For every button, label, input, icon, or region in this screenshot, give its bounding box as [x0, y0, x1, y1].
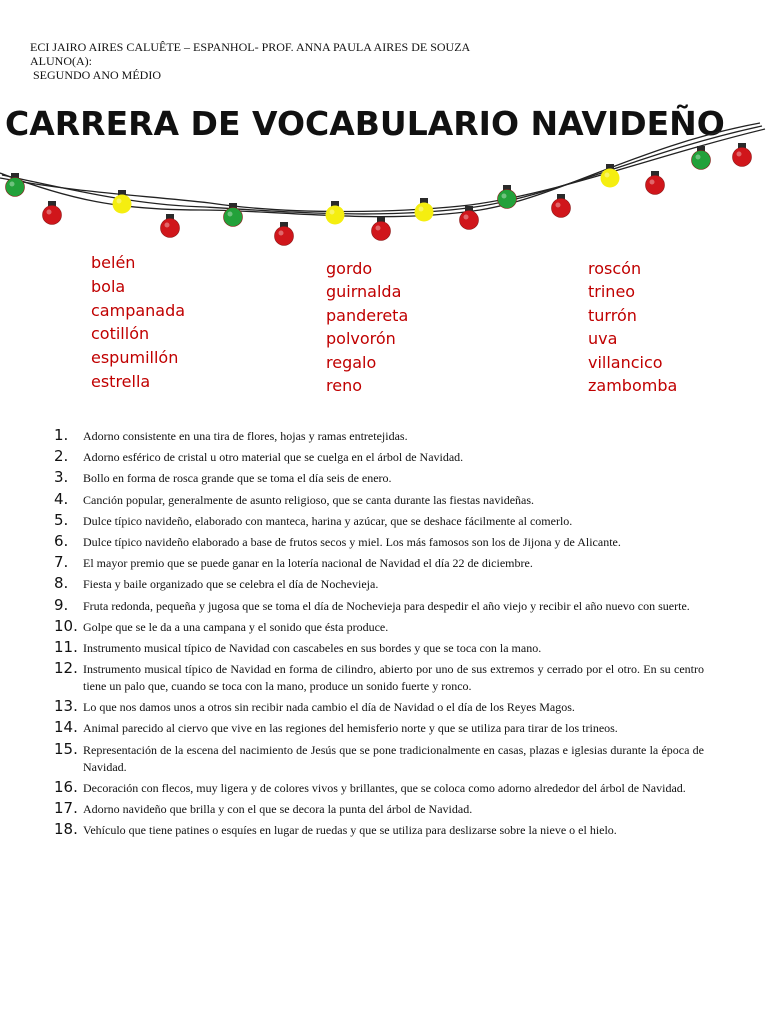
definition-text: Dulce típico navideño, elaborado con manteca, harina y azúcar, que se deshace fácilmente al comerlo. — [83, 513, 573, 528]
christmas-lights-garland — [0, 115, 768, 255]
grade-line: SEGUNDO ANO MÉDIO — [33, 68, 161, 82]
definition-text: Dulce típico navideño elaborado a base de frutos secos y miel. Los más famosos son los de Jijona y de Alicante. — [83, 534, 621, 549]
student-name-line: ALUNO(A): — [30, 54, 92, 68]
definition-item — [54, 468, 704, 487]
green-bulb-icon — [498, 185, 517, 209]
definition-item — [54, 638, 704, 657]
definition-item — [54, 426, 704, 445]
vocab-word: zambomba — [588, 376, 678, 396]
definition-number: 13. — [54, 697, 78, 716]
definition-item — [54, 532, 704, 551]
green-bulb-icon — [692, 146, 711, 170]
vocab-word: espumillón — [91, 348, 179, 368]
definition-item — [54, 490, 704, 509]
vocab-word: regalo — [326, 352, 377, 372]
definition-text: Bollo en forma de rosca grande que se toma el día seis de enero. — [83, 471, 392, 486]
vocab-word: turrón — [588, 305, 637, 325]
definition-item — [54, 553, 704, 572]
definition-item — [54, 799, 704, 818]
definition-text: El mayor premio que se puede ganar en la lotería nacional de Navidad el día 22 de diciembre. — [83, 556, 533, 571]
yellow-bulb-icon — [415, 198, 434, 222]
definition-text: Decoración con flecos, muy ligera y de colores vivos y brillantes, que se coloca como adorno alrededor del árbol de Navidad. — [83, 780, 686, 795]
definition-item — [54, 596, 704, 615]
vocab-word: roscón — [588, 259, 642, 278]
red-bulb-icon — [275, 222, 294, 246]
definition-number: 17. — [54, 799, 78, 817]
red-bulb-icon — [43, 201, 62, 225]
definition-text: Fruta redonda, pequeña y jugosa que se toma el día de Nochevieja para despedir el año viejo y recibir el año nuevo con suerte. — [83, 598, 690, 613]
definition-number: 5. — [54, 510, 69, 529]
definition-item — [54, 778, 704, 797]
vocab-word: guirnalda — [326, 282, 402, 302]
definition-text: Representación de la escena del nacimiento de Jesús que se pone tradicionalmente en casas, plazas e iglesias durante la época de Navidad. — [83, 742, 704, 774]
vocab-word: belén — [91, 253, 136, 272]
definition-number: 9. — [54, 595, 69, 614]
definition-number: 11. — [54, 637, 78, 656]
vocab-word: pandereta — [326, 305, 409, 325]
definition-text: Fiesta y baile organizado que se celebra el día de Nochevieja. — [83, 577, 379, 592]
red-bulb-icon — [460, 206, 479, 230]
vocab-word: polvorón — [326, 329, 396, 349]
vocab-word: trineo — [588, 282, 636, 302]
definition-number: 1. — [54, 426, 69, 444]
vocabulary-column-2 — [326, 257, 408, 397]
definition-number: 7. — [54, 553, 69, 572]
definition-item — [54, 511, 704, 530]
definition-text: Adorno consistente en una tira de flores, hojas y ramas entretejidas. — [83, 429, 408, 443]
definition-text: Golpe que se le da a una campana y el sonido que ésta produce. — [83, 619, 389, 634]
definition-number: 12. — [54, 659, 78, 678]
definition-text: Adorno navideño que brilla y con el que se decora la punta del árbol de Navidad. — [83, 802, 473, 816]
definition-item — [54, 718, 704, 737]
definition-text: Adorno esférico de cristal u otro material que se cuelga en el árbol de Navidad. — [83, 450, 464, 465]
definition-number: 2. — [54, 447, 69, 466]
school-teacher-line: ECI JAIRO AIRES CALUÊTE – ESPANHOL- PROF. ANNA PAULA AIRES DE SOUZA — [30, 40, 471, 54]
vocab-word: cotillón — [91, 324, 150, 344]
definition-text: Lo que nos damos unos a otros sin recibir nada cambio el día de Navidad o el día de los Reyes Magos. — [83, 700, 575, 715]
definition-number: 16. — [54, 777, 78, 796]
definition-item — [54, 697, 704, 716]
definition-text: Instrumento musical típico de Navidad con cascabeles en sus bordes y que se toca con la mano. — [83, 640, 542, 655]
definition-text: Vehículo que tiene patines o esquíes en lugar de ruedas y que se utiliza para deslizarse sobre la nieve o el hielo. — [83, 823, 617, 838]
vocab-word: gordo — [326, 259, 373, 278]
definitions-list — [54, 426, 704, 841]
definition-text: Instrumento musical típico de Navidad en forma de cilindro, abierto por uno de sus extremos y cerrado por el otro. En su centro tiene un palo que, cuando se toca con la mano, produce un sonido fuerte y ronco. — [83, 662, 704, 694]
red-bulb-icon — [733, 143, 752, 167]
definition-number: 14. — [54, 718, 78, 737]
worksheet-header — [30, 40, 470, 82]
definition-number: 4. — [54, 489, 69, 508]
vocab-word: estrella — [91, 371, 151, 391]
vocab-word: bola — [91, 276, 126, 296]
vocab-word: reno — [326, 376, 362, 396]
yellow-bulb-icon — [326, 201, 345, 225]
definition-number: 18. — [54, 820, 78, 839]
definition-item — [54, 447, 704, 466]
vocabulary-column-3 — [588, 257, 677, 397]
red-bulb-icon — [161, 214, 180, 238]
definition-item — [54, 740, 704, 776]
definition-number: 10. — [54, 616, 78, 635]
red-bulb-icon — [646, 171, 665, 195]
definition-number: 8. — [54, 574, 69, 593]
definition-number: 6. — [54, 531, 69, 550]
red-bulb-icon — [372, 217, 391, 241]
red-bulb-icon — [552, 194, 571, 218]
vocabulary-column-1 — [91, 251, 185, 394]
page-title: CARRERA DE VOCABULARIO NAVIDEÑO — [5, 104, 725, 143]
definition-item — [54, 574, 704, 593]
definition-text: Canción popular, generalmente de asunto religioso, que se canta durante las fiestas navideñas. — [83, 492, 535, 507]
vocab-word: uva — [588, 329, 618, 349]
definition-text: Animal parecido al ciervo que vive en las regiones del hemisferio norte y que se utiliza para tirar de los trineos. — [83, 721, 618, 736]
definition-item — [54, 659, 704, 695]
definition-number: 3. — [54, 468, 69, 487]
vocab-word: villancico — [588, 352, 663, 372]
definition-number: 15. — [54, 739, 78, 758]
definition-item — [54, 617, 704, 636]
definition-item — [54, 820, 704, 839]
vocab-word: campanada — [91, 300, 186, 320]
